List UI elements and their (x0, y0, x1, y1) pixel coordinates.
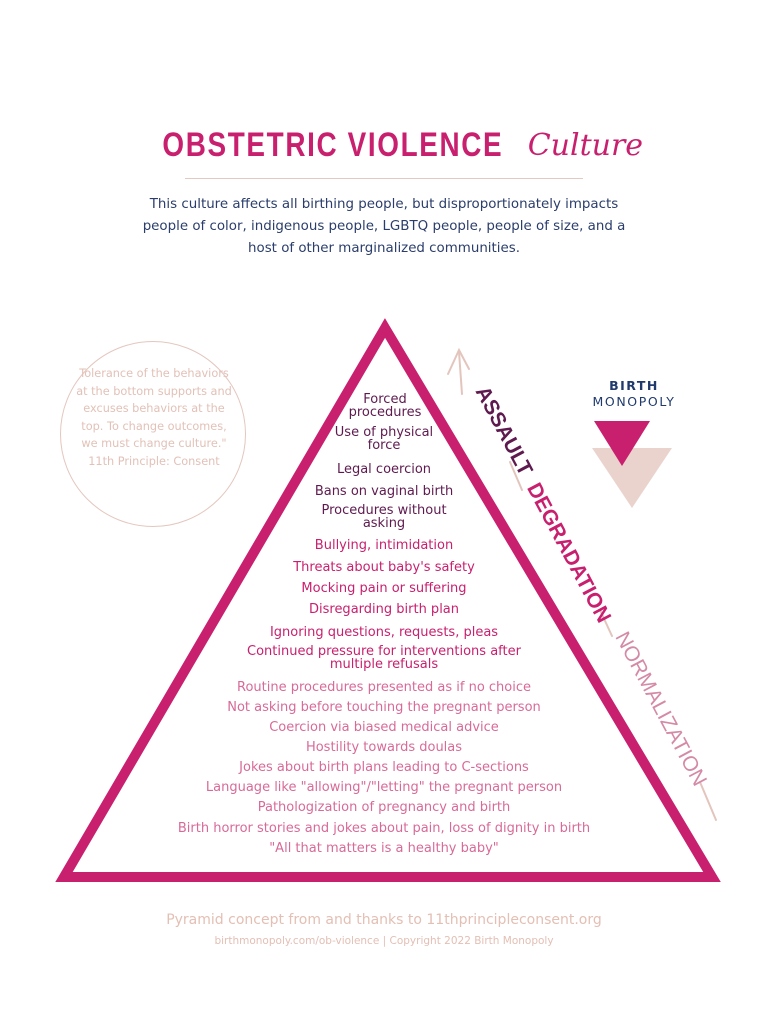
label-normalization: NORMALIZATION (610, 628, 712, 790)
pyramid-item: Coercion via biased medical advice (269, 720, 499, 735)
pyramid-item: Not asking before touching the pregnant person (227, 700, 541, 715)
quote-text: Tolerance of the behaviors at the bottom supports and excuses behaviors at the top. To change outcomes, we must change culture." 11th Principle: Consent (76, 367, 232, 468)
label-assault: ASSAULT (470, 382, 537, 480)
pyramid-item: Mocking pain or suffering (301, 581, 467, 596)
footer-copyright: birthmonopoly.com/ob-violence | Copyright 2022 Birth Monopoly (214, 935, 554, 947)
title-main: OBSTETRIC VIOLENCE (162, 126, 504, 164)
pyramid-item: Threats about baby's safety (293, 560, 475, 575)
pyramid-item: Procedures without asking (321, 503, 447, 531)
footer-credit: Pyramid concept from and thanks to 11thprincipleconsent.org (166, 912, 602, 928)
pyramid-item: Pathologization of pregnancy and birth (257, 800, 511, 815)
pyramid-item: Disregarding birth plan (308, 602, 460, 617)
title-script: Culture (527, 128, 644, 163)
pyramid-item: Bans on vaginal birth (314, 484, 454, 499)
pyramid-item: Language like "allowing"/"letting" the pregnant person (205, 780, 563, 795)
pyramid-item: "All that matters is a healthy baby" (269, 841, 499, 856)
brand-line-1: BIRTH (609, 378, 659, 393)
pyramid-item: Forced procedures (348, 392, 422, 420)
pyramid-item: Ignoring questions, requests, pleas (269, 625, 499, 640)
pyramid-item: Birth horror stories and jokes about pain, loss of dignity in birth (177, 821, 591, 836)
pyramid-item: Jokes about birth plans leading to C-sections (239, 760, 529, 775)
pyramid-item: Bullying, intimidation (314, 538, 454, 553)
label-degradation: DEGRADATION (522, 479, 616, 627)
pyramid-item: Use of physical force (334, 425, 434, 453)
pyramid-item: Legal coercion (336, 462, 432, 477)
pyramid-item: Continued pressure for interventions after multiple refusals (247, 644, 521, 672)
brand-line-2: MONOPOLY (592, 394, 676, 409)
subtitle: This culture affects all birthing people, but disproportionately impacts people of color, indigenous people, LGBTQ people, people of size, and a host of other marginalized communities. (142, 197, 626, 256)
pyramid-item: Hostility towards doulas (305, 740, 463, 755)
pyramid-item: Routine procedures presented as if no choice (237, 680, 531, 695)
